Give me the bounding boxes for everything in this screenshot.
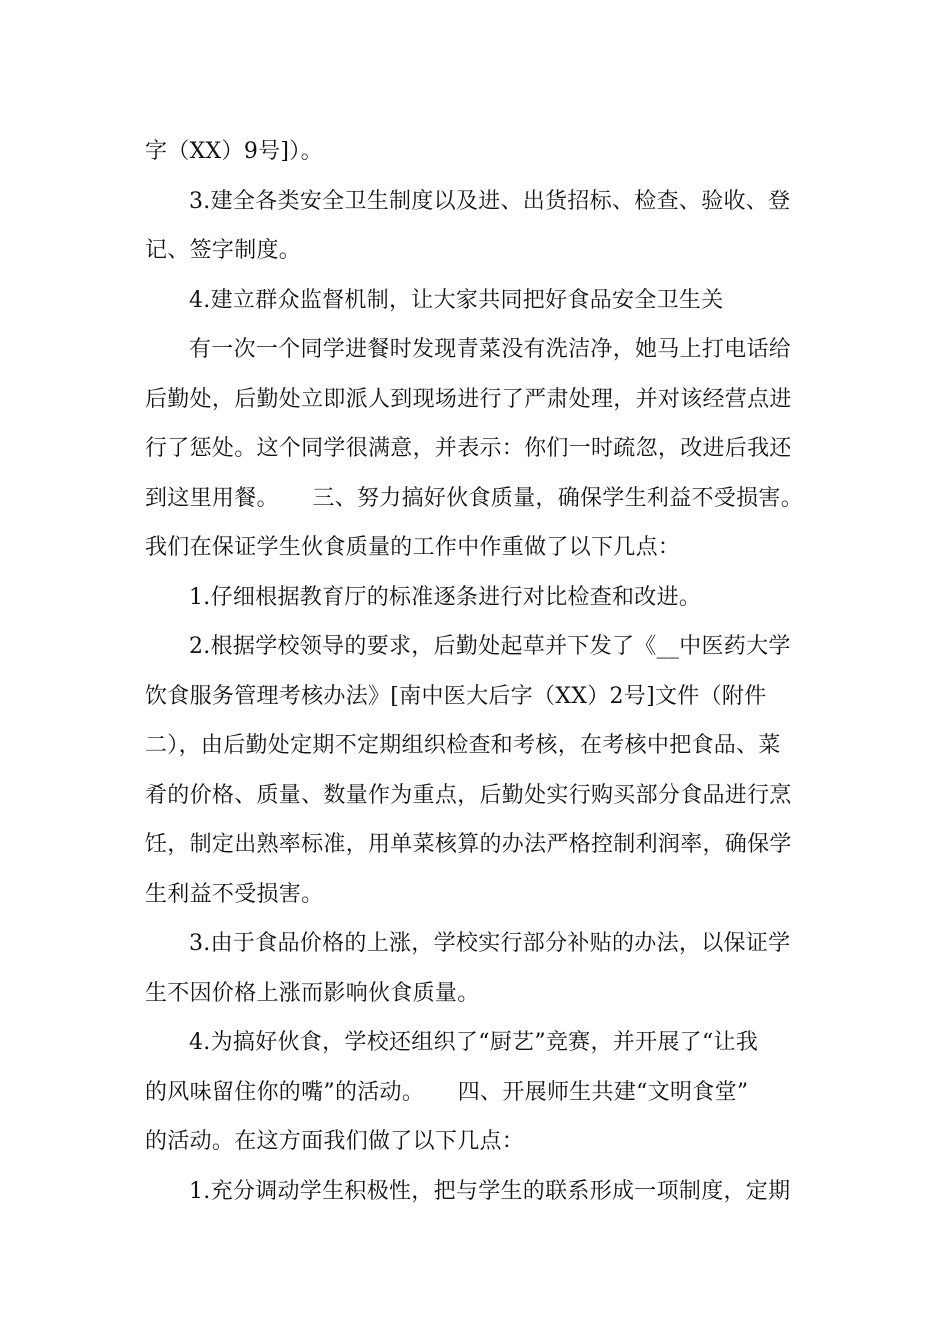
text-line: 字（XX）9号]）。 xyxy=(145,139,323,164)
text-line: 到这里用餐。 三、努力搞好伙食质量，确保学生利益不受损害。 xyxy=(145,485,804,511)
text-line: 我们在保证学生伙食质量的工作中作重做了以下几点： xyxy=(145,535,681,560)
text-line: 4.为搞好伙食，学校还组织了“厨艺”竞赛，并开展了“让我 xyxy=(189,1030,759,1055)
text-line: 3.由于食品价格的上涨，学校实行部分补贴的办法，以保证学 xyxy=(189,931,791,956)
document-body xyxy=(145,127,805,1216)
text-line: 的风味留住你的嘴”的活动。 四、开展师生共建“文明食堂” xyxy=(145,1079,749,1105)
text-line: 1.充分调动学生积极性，把与学生的联系形成一项制度，定期 xyxy=(189,1178,791,1204)
text-line: 2.根据学校领导的要求，后勤处起草并下发了《__中医药大学 xyxy=(189,634,791,659)
text-line: 有一次一个同学进餐时发现青菜没有洗洁净，她马上打电话给 xyxy=(189,337,792,362)
text-line: 4.建立群众监督机制，让大家共同把好食品安全卫生关 xyxy=(189,287,724,313)
text-line: 行了惩处。这个同学很满意，并表示：你们一时疏忽，改进后我还 xyxy=(145,436,792,461)
text-line: 的活动。在这方面我们做了以下几点： xyxy=(145,1129,525,1154)
text-line: 记、签字制度。 xyxy=(145,238,302,263)
text-line: 3.建全各类安全卫生制度以及进、出货招标、检查、验收、登 xyxy=(189,188,791,214)
text-line: 饮食服务管理考核办法》[南中医大后字（XX）2号]文件（附件 xyxy=(145,683,767,709)
text-line: 二），由后勤处定期不定期组织检查和考核，在考核中把食品、菜 xyxy=(145,733,781,758)
text-line: 肴的价格、质量、数量作为重点，后勤处实行购买部分食品进行烹 xyxy=(145,782,792,808)
text-line: 后勤处，后勤处立即派人到现场进行了严肃处理，并对该经营点进 xyxy=(145,386,792,412)
text-line: 1.仔细根据教育厅的标准逐条进行对比检查和改进。 xyxy=(189,584,702,610)
text-line: 生利益不受损害。 xyxy=(145,881,324,907)
text-line: 生不因价格上涨而影响伙食质量。 xyxy=(145,980,480,1006)
text-line: 饪，制定出熟率标准，用单菜核算的办法严格控制利润率，确保学 xyxy=(145,832,792,857)
